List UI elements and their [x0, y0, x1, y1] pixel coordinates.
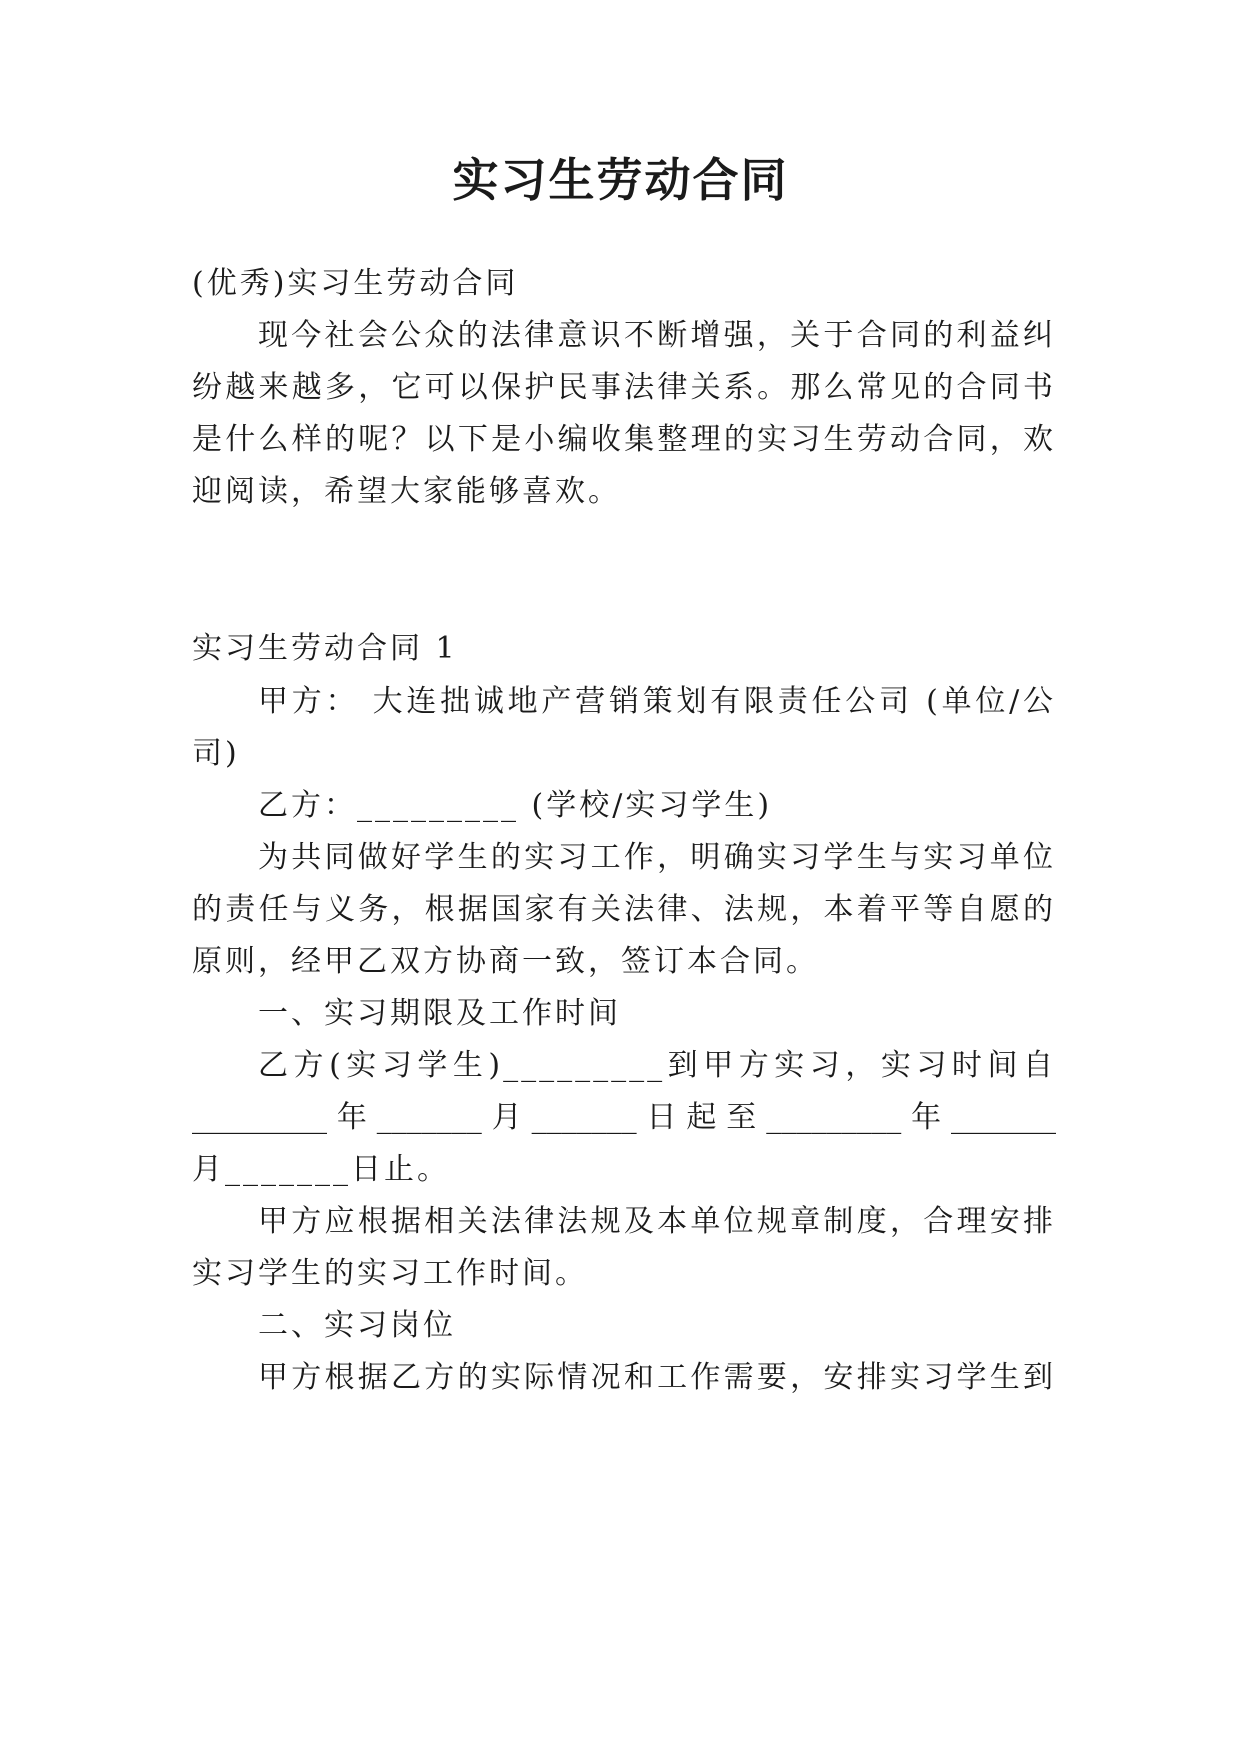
- document-title: 实习生劳动合同: [452, 153, 789, 207]
- paragraph-line: 甲方根据乙方的实际情况和工作需要，安排实习学生到: [258, 1360, 1056, 1395]
- clause-heading: 一、实习期限及工作时间: [258, 996, 621, 1031]
- paragraph-line: 乙方(实习学生)_________到甲方实习，实习时间自: [258, 1048, 1056, 1083]
- paragraph-line: 实习学生的实习工作时间。: [192, 1256, 588, 1291]
- intro-line: 是什么样的呢？以下是小编收集整理的实习生劳动合同，欢: [192, 422, 1056, 457]
- subtitle-line: (优秀)实习生劳动合同: [192, 266, 519, 301]
- paragraph-line: 为共同做好学生的实习工作，明确实习学生与实习单位: [258, 840, 1056, 875]
- paragraph-line: _________年_______月_______日起至_________年_______: [192, 1100, 1056, 1135]
- section-heading: 实习生劳动合同 1: [192, 631, 458, 666]
- paragraph-line: 甲方应根据相关法律法规及本单位规章制度，合理安排: [258, 1204, 1056, 1239]
- party-a-line: 甲方： 大连拙诚地产营销策划有限责任公司 (单位/公: [258, 684, 1056, 719]
- intro-line: 纷越来越多，它可以保护民事法律关系。那么常见的合同书: [192, 370, 1056, 405]
- party-b-line: 乙方：_________ (学校/实习学生): [258, 788, 773, 823]
- paragraph-line: 月_______日止。: [192, 1152, 450, 1187]
- paragraph-line: 原则，经甲乙双方协商一致，签订本合同。: [192, 944, 819, 979]
- intro-line: 现今社会公众的法律意识不断增强，关于合同的利益纠: [258, 318, 1056, 353]
- paragraph-line: 的责任与义务，根据国家有关法律、法规，本着平等自愿的: [192, 892, 1056, 927]
- clause-heading: 二、实习岗位: [258, 1308, 456, 1343]
- intro-line: 迎阅读，希望大家能够喜欢。: [192, 474, 621, 509]
- party-a-line: 司): [192, 736, 240, 771]
